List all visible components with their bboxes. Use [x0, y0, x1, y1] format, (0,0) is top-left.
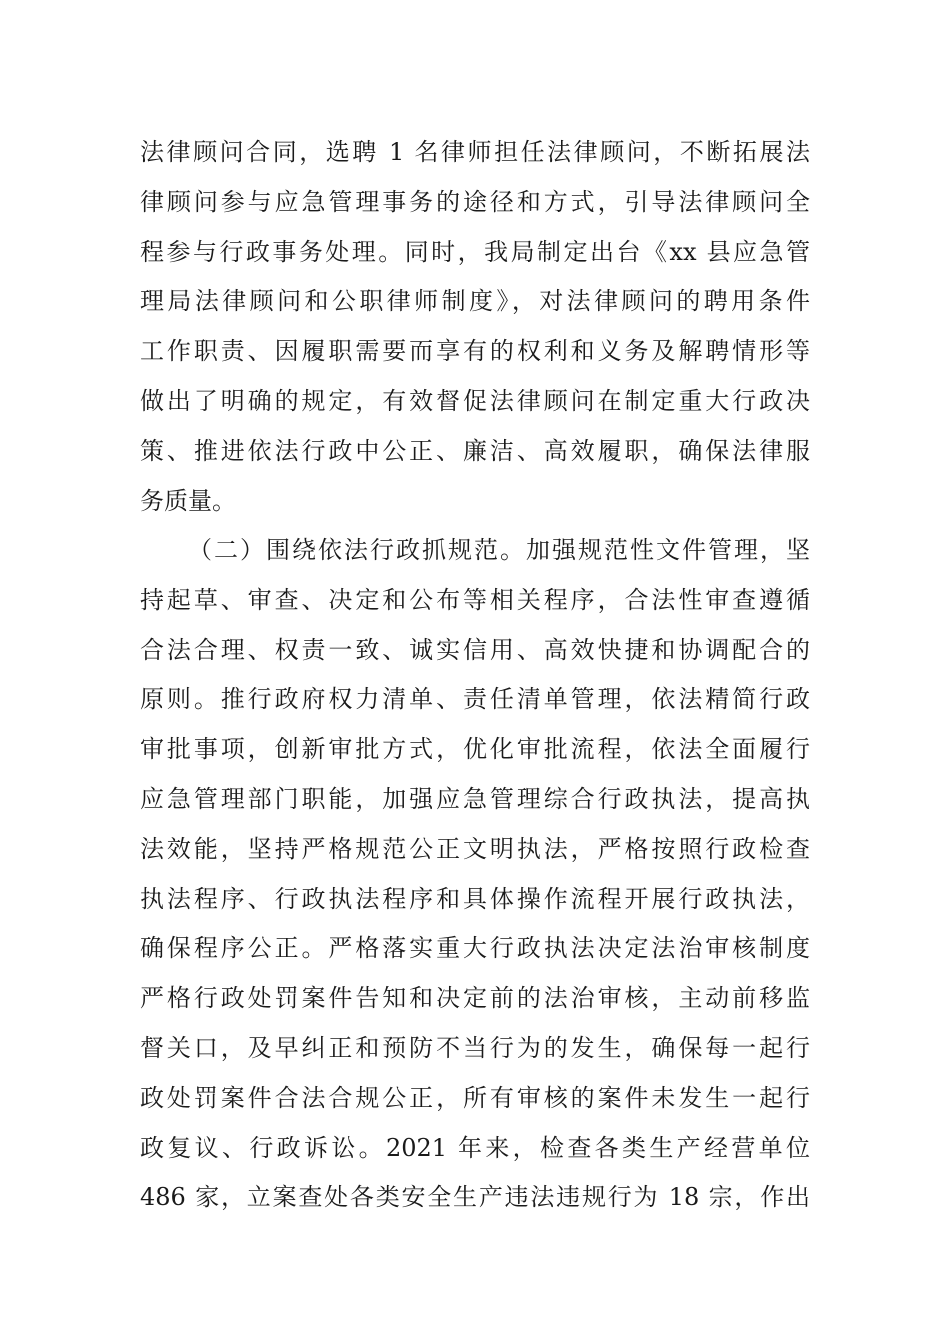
text-line: 法效能，坚持严格规范公正文明执法，严格按照行政检查	[140, 834, 810, 863]
text-line: 理局法律顾问和公职律师制度》，对法律顾问的聘用条件	[140, 287, 810, 316]
text-line: 原则。推行政府权力清单、责任清单管理，依法精简行政	[140, 685, 810, 714]
text-line: 督关口，及早纠正和预防不当行为的发生，确保每一起行	[140, 1033, 810, 1062]
text-line: 合法合理、权责一致、诚实信用、高效快捷和协调配合的	[140, 635, 810, 664]
text-line: 确保程序公正。严格落实重大行政执法决定法治审核制度	[140, 934, 810, 963]
text-line: 严格行政处罚案件告知和决定前的法治审核，主动前移监	[140, 984, 810, 1013]
text-line: 执法程序、行政执法程序和具体操作流程开展行政执法，	[140, 884, 810, 913]
text-line: 政复议、行政诉讼。2021 年来，检查各类生产经营单位	[140, 1133, 810, 1162]
text-line: 策、推进依法行政中公正、廉洁、高效履职，确保法律服	[140, 436, 810, 465]
text-line: 486 家，立案查处各类安全生产违法违规行为 18 宗，作出	[140, 1183, 810, 1212]
paragraph-administrative-norms	[140, 526, 810, 1223]
text-line: 工作职责、因履职需要而享有的权利和义务及解聘情形等	[140, 337, 810, 366]
text-line: （二）围绕依法行政抓规范。加强规范性文件管理，坚	[188, 536, 810, 564]
text-line: 审批事项，创新审批方式，优化审批流程，依法全面履行	[140, 735, 810, 764]
text-line: 程参与行政事务处理。同时，我局制定出台《xx 县应急管	[140, 237, 810, 266]
text-line: 务质量。	[140, 486, 236, 515]
text-line: 律顾问参与应急管理事务的途径和方式，引导法律顾问全	[140, 187, 810, 216]
text-line: 法律顾问合同，选聘 1 名律师担任法律顾问，不断拓展法	[140, 138, 810, 166]
paragraph-legal-advisor	[140, 128, 810, 526]
text-line: 政处罚案件合法合规公正，所有审核的案件未发生一起行	[140, 1083, 810, 1112]
text-line: 持起草、审查、决定和公布等相关程序，合法性审查遵循	[140, 585, 810, 614]
text-line: 做出了明确的规定，有效督促法律顾问在制定重大行政决	[140, 386, 810, 415]
text-line: 应急管理部门职能，加强应急管理综合行政执法，提高执	[140, 784, 810, 813]
